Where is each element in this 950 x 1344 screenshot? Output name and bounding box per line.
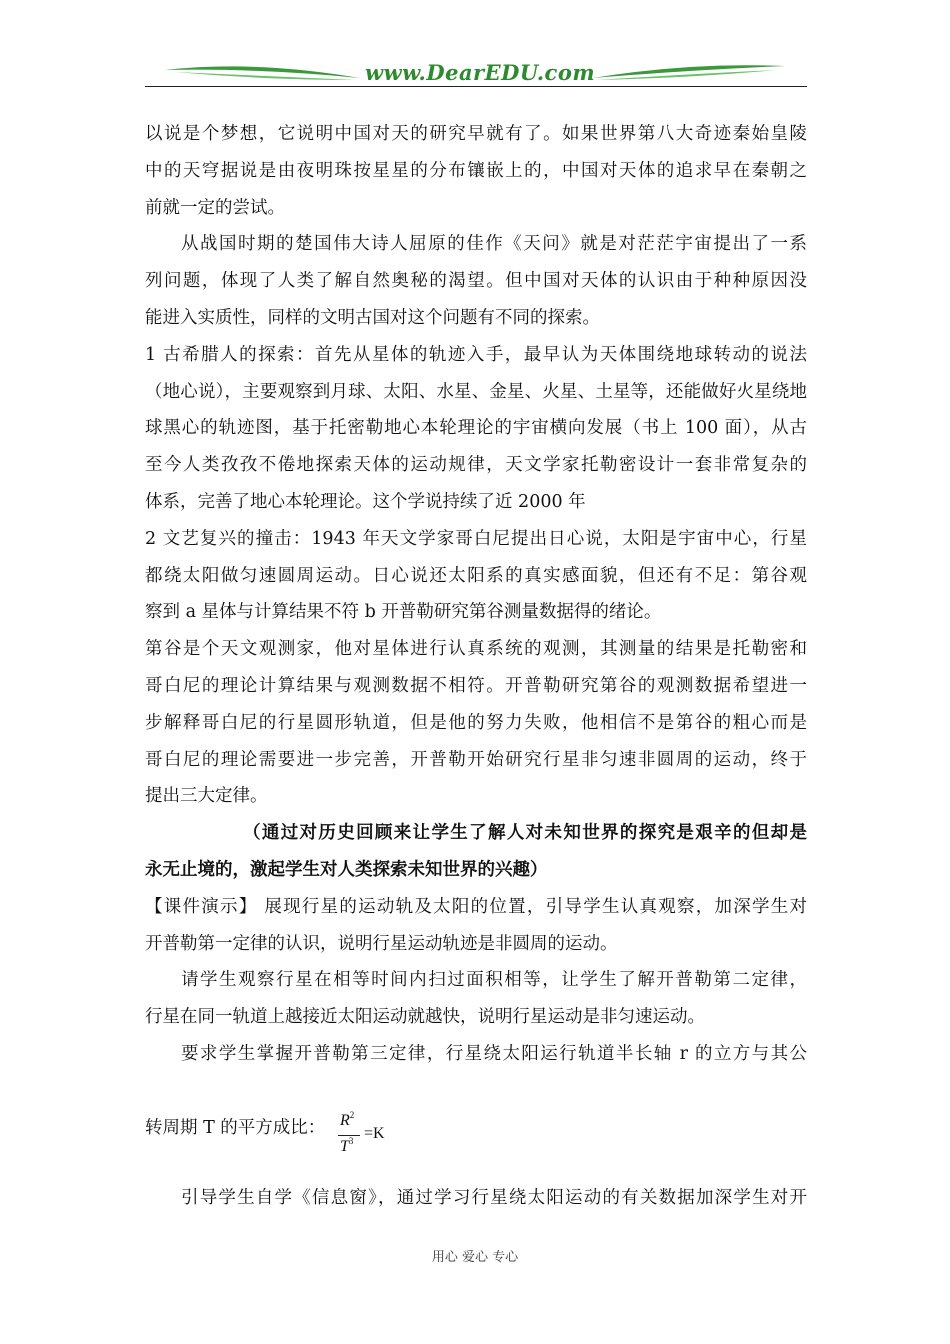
text-line: 请学生观察行星在相等时间内扫过面积相等，让学生了解开普勒第二定律， [181, 970, 807, 991]
bold-note-line: 永无止境的，激起学生对人类探索未知世界的兴趣） [145, 859, 548, 880]
text-line: 中的天穹据说是由夜明珠按星星的分布镶嵌上的，中国对天体的追求早在秦朝之 [145, 160, 807, 181]
formula-denominator: $T^3$ [340, 1136, 354, 1155]
text-line: 球黑心的轨迹图，基于托密勒地心本轮理论的宇宙横向发展（书上 100 面），从古 [145, 418, 807, 439]
site-name: www.DearEDU.com [364, 60, 596, 85]
bold-note-line: （通过对历史回顾来让学生了解人对未知世界的探究是艰辛的但却是 [243, 823, 807, 844]
site-header [145, 58, 807, 90]
text-line: 引导学生自学《信息窗》，通过学习行星绕太阳运动的有关数据加深学生对开 [181, 1188, 807, 1208]
header-rule [145, 86, 807, 87]
text-line: 列问题，体现了人类了解自然奥秘的渴望。但中国对天体的认识由于种种原因没 [145, 271, 807, 292]
text-line: 1 古希腊人的探索：首先从星体的轨迹入手，最早认为天体围绕地球转动的说法 [145, 344, 807, 365]
text-line: 第谷是个天文观测家，他对星体进行认真系统的观测，其测量的结果是托勒密和 [145, 639, 807, 660]
text-line: 以说是个梦想，它说明中国对天的研究早就有了。如果世界第八大奇迹秦始皇陵 [145, 124, 807, 144]
text-line: 从战国时期的楚国伟大诗人屈原的佳作《天问》就是对茫茫宇宙提出了一系 [181, 234, 807, 255]
text-line: 察到 a 星体与计算结果不符 b 开普勒研究第谷测量数据得的绪论。 [145, 602, 662, 623]
page-footer: 用心 爱心 专心 [431, 1250, 519, 1265]
after-formula-text [145, 1180, 807, 1217]
text-line: 至今人类孜孜不倦地探索天体的运动规律，天文学家托勒密设计一套非常复杂的 [145, 455, 807, 476]
text-line: 行星在同一轨道上越接近太阳运动就越快，说明行星运动是非匀速运动。 [145, 1007, 705, 1028]
text-line: 【课件演示】 展现行星的运动轨及太阳的位置，引导学生认真观察，加深学生对 [145, 896, 807, 917]
formula-row [145, 1110, 807, 1166]
text-line: 提出三大定律。 [145, 786, 268, 807]
kepler-third-law-formula [338, 1112, 398, 1166]
text-line: 步解释哥白尼的行星圆形轨道，但是他的努力失败，他相信不是第谷的粗心而是 [145, 712, 807, 733]
text-line: 哥白尼的理论计算结果与观测数据不相符。开普勒研究第谷的观测数据希望进一 [145, 675, 807, 696]
body-text [145, 116, 807, 1073]
text-line: 要求学生掌握开普勒第三定律，行星绕太阳运行轨道半长轴 r 的立方与其公 [181, 1043, 807, 1064]
text-line: 2 文艺复兴的撞击：1943 年天文学家哥白尼提出日心说，太阳是宇宙中心，行星 [145, 528, 807, 549]
formula-rhs: =K [364, 1125, 385, 1142]
text-line: 都绕太阳做匀速圆周运动。日心说还太阳系的真实感面貌，但还有不足：第谷观 [145, 565, 807, 586]
formula-numerator: $R^2$ [340, 1110, 355, 1129]
text-line: （地心说），主要观察到月球、太阳、水星、金星、火星、土星等，还能做好火星绕地 [145, 381, 807, 402]
text-line: 哥白尼的理论需要进一步完善，开普勒开始研究行星非匀速非圆周的运动，终于 [145, 749, 807, 770]
formula-label: 转周期 T 的平方成比： [145, 1118, 326, 1138]
text-line: 能进入实质性，同样的文明古国对这个问题有不同的探索。 [145, 307, 600, 328]
text-line: 开普勒第一定律的认识，说明行星运动轨迹是非圆周的运动。 [145, 933, 618, 954]
text-line: 前就一定的尝试。 [145, 197, 285, 218]
text-line: 体系，完善了地心本轮理论。这个学说持续了近 2000 年 [145, 491, 586, 512]
